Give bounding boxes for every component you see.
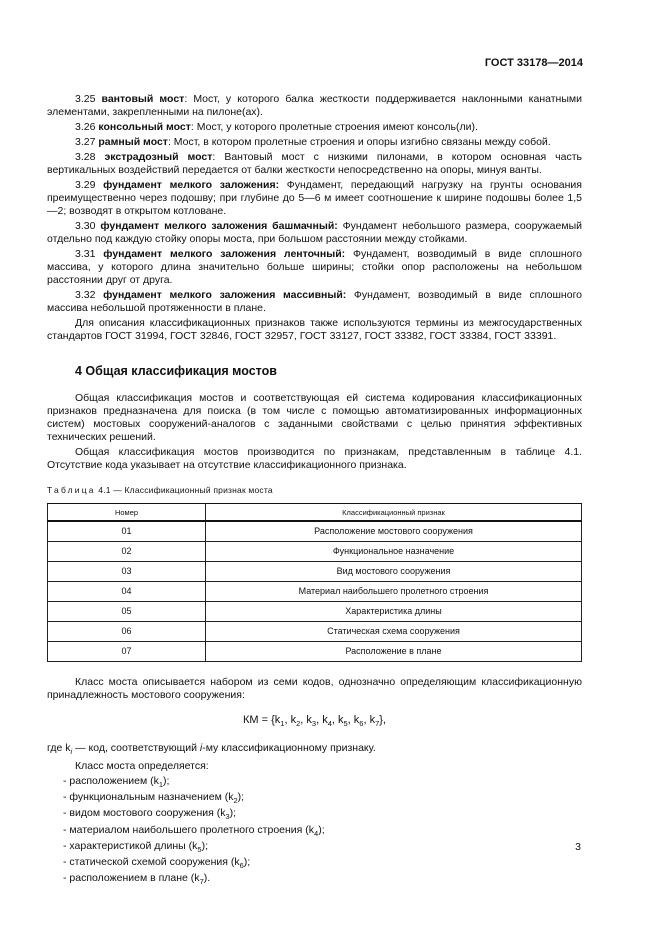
- term-3-31: [47, 248, 582, 287]
- term-name: фундамент мелкого заложения массивный:: [103, 289, 347, 301]
- term-3-30: [47, 220, 582, 246]
- term-definition: : Вантовый мост с низкими пилонами, в котором основная часть вертикальных воздействий передается от балки жесткости непосредственно на опоры, минуя ванты.: [47, 151, 582, 176]
- term-name: вантовый мост: [101, 93, 185, 105]
- formula: КМ = {$k_1$, $k_2$, $k_3$, $k_4$, $k_5$, $k_6$, $k_7$},: [243, 714, 386, 729]
- list-item-text: - видом мостового сооружения (k: [63, 807, 226, 820]
- formula-k: k: [337, 714, 344, 726]
- list-item: [63, 791, 582, 807]
- definition-list: [47, 775, 582, 888]
- section-paragraph-1: Общая классификация мостов и соответствующая ей система кодирования классификационных признаков предназначена для поиска (в том числе с помощью автоматизированных информационных систем) мостовых сооружений-аналогов с заданными свойствами с целью принятия эффективных технических решений.: [47, 392, 582, 443]
- list-item-sub: 5: [197, 844, 202, 854]
- list-item-text: - функциональным назначением (k: [63, 791, 234, 804]
- list-item-end: );: [229, 807, 237, 820]
- term-3-27: [47, 136, 582, 149]
- list-item-sub: 2: [233, 796, 238, 806]
- term-number: 3.29: [75, 179, 96, 191]
- table-caption-prefix: Таблица: [47, 485, 96, 495]
- where-rest: -му классификационному признаку.: [202, 742, 376, 755]
- term-3-26: [47, 121, 582, 134]
- list-item-text: - статической схемой сооружения (k: [63, 855, 240, 868]
- table-cell-number: 05: [48, 602, 206, 622]
- list-item-sub: 3: [225, 812, 230, 822]
- list-item-sub: 1: [158, 780, 164, 790]
- table-cell-feature: Вид мостового сооружения: [206, 562, 582, 582]
- section-title: 4 Общая классификация мостов: [75, 364, 277, 378]
- list-item: [63, 807, 582, 823]
- term-definition: Фундамент, возводимый в виде сплошного массива, у которого длина значительно больше ширины; стойки опор расположены на небольшом расстоянии друг от друга.: [47, 248, 583, 286]
- formula-k-index: 6: [359, 719, 364, 729]
- term-3-32: [47, 289, 582, 315]
- term-definition: Фундамент небольшого размера, сооружаемый отдельно под каждую стойку опоры моста, при большом расстоянии между стойками.: [47, 220, 582, 245]
- table-cell-number: 04: [48, 582, 206, 602]
- formula-k-index: 3: [311, 719, 317, 729]
- term-name: фундамент мелкого заложения башмачный:: [100, 220, 338, 232]
- list-item-end: );: [243, 855, 251, 868]
- term-name: экстрадозный мост: [104, 151, 213, 163]
- formula-k: k: [322, 714, 328, 726]
- term-number: 3.30: [75, 220, 96, 232]
- formula-rhs: },: [379, 714, 386, 726]
- page-content: [47, 93, 582, 888]
- formula-k-index: 4: [327, 719, 332, 729]
- table-row: [48, 562, 582, 582]
- list-item-sub: 4: [314, 828, 319, 838]
- formula-k: k: [369, 714, 376, 726]
- formula-k-index: 1: [280, 719, 285, 729]
- list-item: [63, 856, 582, 872]
- list-item-end: );: [318, 823, 325, 836]
- table-row: [48, 542, 582, 562]
- table-caption: [47, 484, 582, 497]
- where-line: [47, 742, 582, 758]
- table-cell-feature: Материал наибольшего пролетного строения: [206, 582, 582, 602]
- term-definition: : Мост, в котором пролетные строения и опоры изгибно связаны между собой.: [167, 136, 551, 148]
- table-header-feature: Классификационный признак: [206, 504, 582, 522]
- list-item-end: );: [163, 775, 170, 788]
- table-caption-text: 4.1 — Классификационный признак моста: [95, 485, 273, 495]
- term-name: рамный мост: [98, 136, 168, 148]
- list-item-text: - расположением в плане (k: [63, 871, 200, 884]
- table-cell-number: 06: [48, 622, 206, 642]
- list-item-sub: 6: [239, 860, 244, 870]
- list-item: [63, 775, 582, 791]
- table-row: [48, 582, 582, 602]
- formula-k: k: [274, 714, 281, 726]
- list-item-sub: 7: [199, 876, 204, 886]
- formula-k: k: [290, 714, 297, 726]
- term-name: консольный мост: [98, 121, 191, 133]
- where-sub: i: [70, 747, 73, 757]
- list-item-text: - материалом наибольшего пролетного строения (k: [63, 823, 315, 836]
- list-item-end: );: [201, 839, 208, 852]
- table-cell-feature: Характеристика длины: [206, 602, 582, 622]
- table-cell-number: 07: [48, 642, 206, 662]
- term-definition: : Мост, у которого балка жесткости поддерживается наклонными канатными элементами, закрепленными на пилоне(ах).: [47, 93, 582, 118]
- classification-table: [47, 503, 582, 662]
- list-item: [63, 872, 582, 888]
- table-row: [48, 622, 582, 642]
- table-row: [48, 642, 582, 662]
- term-definition: : Мост, у которого пролетные строения имеют консоль(ли).: [190, 121, 478, 133]
- term-definition: Фундамент, возводимый в виде сплошного массива небольшой протяженности в плане.: [47, 289, 583, 314]
- table-row: [48, 521, 582, 542]
- term-number: 3.28: [75, 151, 96, 163]
- where-i: i: [199, 742, 203, 755]
- terms-note: Для описания классификационных признаков также используются термины из межгосударственных стандартов ГОСТ 31994, ГОСТ 32846, ГОСТ 32957, ГОСТ 33127, ГОСТ 33382, ГОСТ 33384, ГОСТ 33391.: [47, 317, 582, 342]
- formula-k-index: 5: [343, 719, 348, 729]
- term-3-28: [47, 151, 582, 177]
- term-number: 3.26: [75, 121, 96, 133]
- list-item: [63, 824, 582, 840]
- after-table-paragraph: Класс моста описывается набором из семи кодов, однозначно определяющим классификационную принадлежность мостового сооружения:: [47, 676, 582, 701]
- formula-k-index: 2: [296, 719, 301, 729]
- section-paragraph-2: Общая классификация мостов производится по признакам, представленным в таблице 4.1. Отсутствие кода указывает на отсутствие классификационного признака.: [47, 446, 582, 471]
- table-cell-feature: Функциональное назначение: [206, 542, 582, 562]
- term-number: 3.25: [75, 93, 96, 105]
- term-definition: Фундамент, передающий нагрузку на грунты основания преимущественно через подошву; при глубине до 5—6 м имеет соотношение к ширине подошвы более 1,5—2; возводят в открытом котловане.: [47, 179, 582, 217]
- formula-k-index: 7: [375, 719, 380, 729]
- formula-k: k: [306, 714, 312, 726]
- list-item-end: );: [237, 791, 245, 804]
- page-number: 3: [575, 841, 581, 853]
- term-name: фундамент мелкого заложения ленточный:: [103, 248, 346, 260]
- class-defined: Класс моста определяется:: [75, 760, 209, 773]
- table-cell-feature: Расположение в плане: [206, 642, 582, 662]
- list-item-end: ).: [203, 871, 211, 884]
- table-cell-feature: Расположение мостового сооружения: [206, 521, 582, 542]
- term-number: 3.27: [75, 136, 96, 148]
- table-cell-feature: Статическая схема сооружения: [206, 622, 582, 642]
- table-row: [48, 602, 582, 622]
- terms-list: [47, 93, 582, 315]
- term-3-25: [47, 93, 582, 119]
- term-number: 3.32: [75, 289, 96, 301]
- formula-lhs: КМ = {: [243, 714, 275, 726]
- table-cell-number: 03: [48, 562, 206, 582]
- term-number: 3.31: [75, 248, 96, 260]
- where-mid: — код, соответствующий: [72, 742, 200, 755]
- table-cell-number: 01: [48, 521, 206, 542]
- list-item-text: - характеристикой длины (k: [63, 839, 198, 852]
- table-header-number: Номер: [48, 504, 206, 522]
- where-prefix: где k: [47, 742, 71, 755]
- document-header: ГОСТ 33178—2014: [484, 57, 583, 69]
- term-name: фундамент мелкого заложения:: [103, 179, 280, 191]
- list-item: [63, 840, 582, 856]
- list-item-text: - расположением (k: [63, 775, 159, 788]
- table-cell-number: 02: [48, 542, 206, 562]
- formula-k: k: [353, 714, 360, 726]
- term-3-29: [47, 179, 582, 218]
